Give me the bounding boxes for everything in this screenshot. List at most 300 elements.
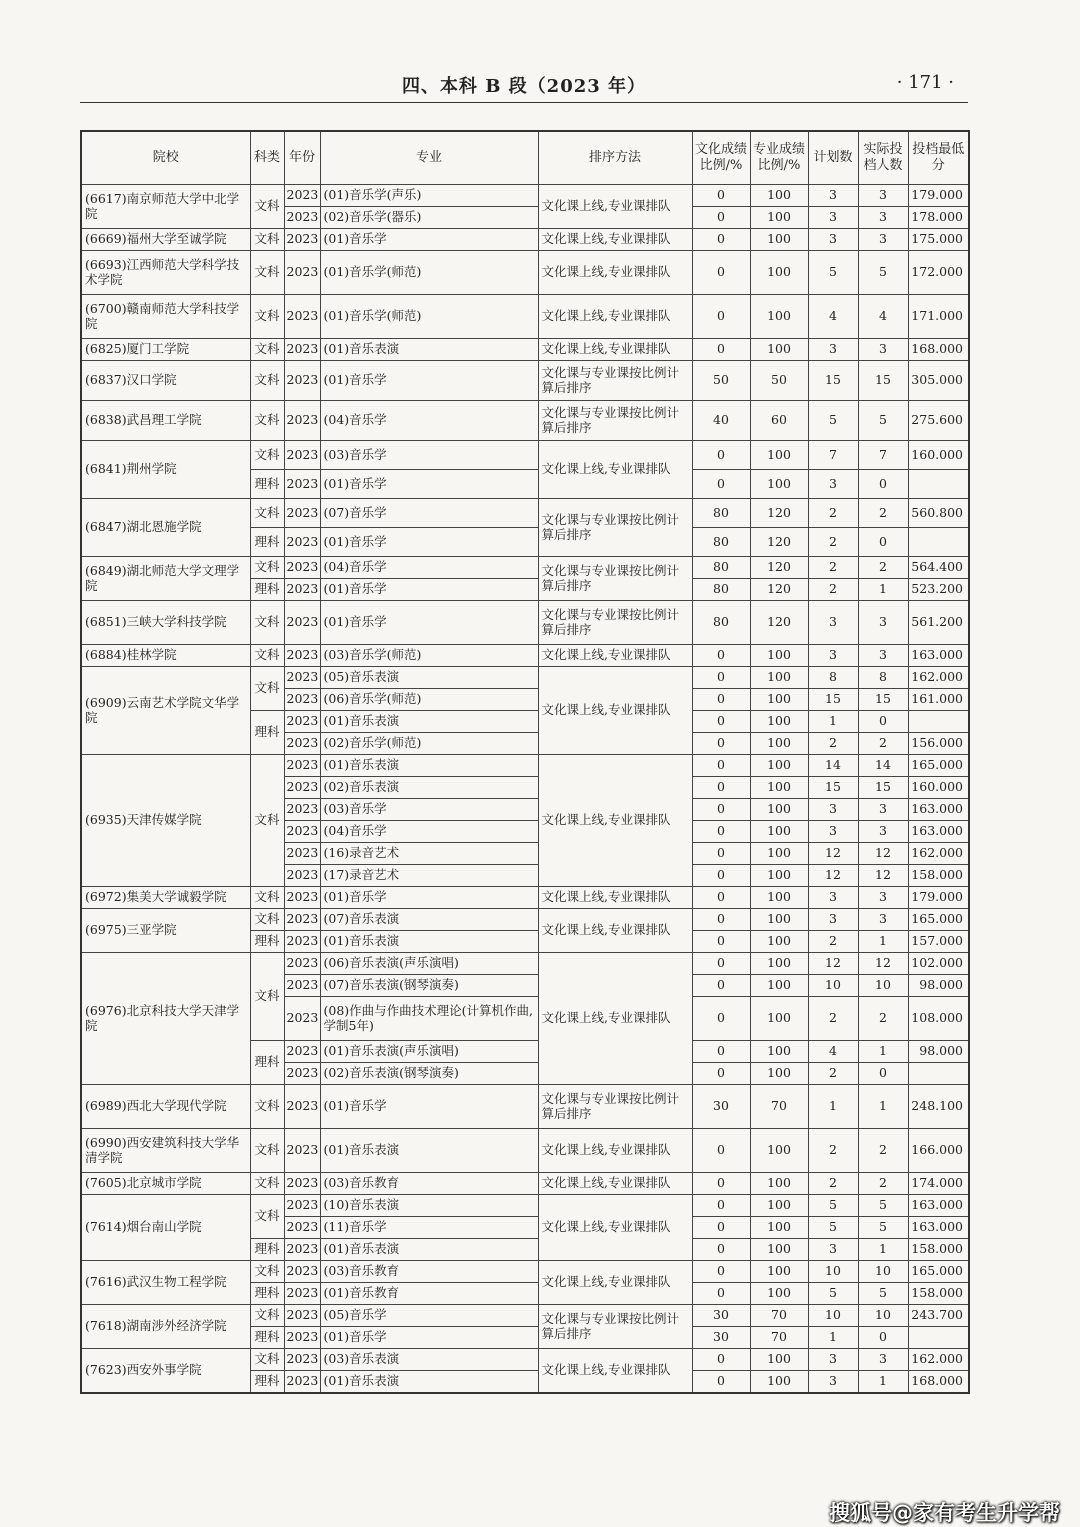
admission-table: [80, 130, 970, 1394]
year-cell: 2023: [284, 777, 320, 799]
subject-cell: 文科: [250, 361, 284, 401]
plan-count-cell: 3: [808, 229, 858, 251]
subject-cell: 理科: [250, 579, 284, 601]
professional-ratio-cell: 100: [750, 470, 808, 499]
major-cell: (01)音乐学(声乐): [320, 185, 538, 207]
actual-count-cell: 12: [858, 865, 908, 887]
major-cell: (02)音乐表演: [320, 777, 538, 799]
actual-count-cell: 12: [858, 843, 908, 865]
table-row: [81, 441, 969, 470]
actual-count-cell: 3: [858, 229, 908, 251]
culture-ratio-cell: 80: [692, 557, 750, 579]
method-cell: 文化课与专业课按比例计算后排序: [538, 557, 692, 601]
professional-ratio-cell: 100: [750, 975, 808, 997]
professional-ratio-cell: 100: [750, 1129, 808, 1173]
plan-count-cell: 3: [808, 821, 858, 843]
subject-cell: 文科: [250, 1173, 284, 1195]
year-cell: 2023: [284, 185, 320, 207]
plan-count-cell: 5: [808, 1283, 858, 1305]
year-cell: 2023: [284, 1371, 320, 1393]
school-cell: (7605)北京城市学院: [81, 1173, 250, 1195]
major-cell: (02)音乐学(器乐): [320, 207, 538, 229]
actual-count-cell: 3: [858, 799, 908, 821]
method-cell: 文化课与专业课按比例计算后排序: [538, 401, 692, 441]
actual-count-cell: 10: [858, 1305, 908, 1327]
major-cell: (04)音乐学: [320, 401, 538, 441]
major-cell: (07)音乐表演(钢琴演奏): [320, 975, 538, 997]
culture-ratio-cell: 80: [692, 579, 750, 601]
culture-ratio-cell: 0: [692, 1129, 750, 1173]
culture-ratio-cell: 0: [692, 1261, 750, 1283]
min-score-cell: 305.000: [908, 361, 969, 401]
subject-cell: 文科: [250, 557, 284, 579]
year-cell: 2023: [284, 733, 320, 755]
plan-count-cell: 3: [808, 1349, 858, 1371]
plan-count-cell: 1: [808, 1085, 858, 1129]
professional-ratio-cell: 100: [750, 865, 808, 887]
plan-count-cell: 3: [808, 909, 858, 931]
actual-count-cell: 3: [858, 185, 908, 207]
year-cell: 2023: [284, 1195, 320, 1217]
plan-count-cell: 2: [808, 931, 858, 953]
major-cell: (01)音乐表演: [320, 931, 538, 953]
culture-ratio-cell: 0: [692, 470, 750, 499]
year-cell: 2023: [284, 251, 320, 295]
culture-ratio-cell: 0: [692, 339, 750, 361]
plan-count-cell: 3: [808, 185, 858, 207]
culture-ratio-cell: 0: [692, 667, 750, 689]
plan-count-cell: 3: [808, 339, 858, 361]
subject-cell: 理科: [250, 711, 284, 755]
table-row: [81, 1195, 969, 1217]
professional-ratio-cell: 60: [750, 401, 808, 441]
subject-cell: 文科: [250, 1305, 284, 1327]
min-score-cell: 179.000: [908, 185, 969, 207]
major-cell: (01)音乐教育: [320, 1283, 538, 1305]
culture-ratio-cell: 0: [692, 909, 750, 931]
min-score-cell: 162.000: [908, 1349, 969, 1371]
culture-ratio-cell: 0: [692, 953, 750, 975]
actual-count-cell: 3: [858, 645, 908, 667]
major-cell: (05)音乐表演: [320, 667, 538, 689]
plan-count-cell: 10: [808, 1305, 858, 1327]
major-cell: (01)音乐表演: [320, 711, 538, 733]
professional-ratio-cell: 100: [750, 997, 808, 1041]
min-score-cell: [908, 711, 969, 733]
professional-ratio-cell: 100: [750, 843, 808, 865]
year-cell: 2023: [284, 295, 320, 339]
school-cell: (6825)厦门工学院: [81, 339, 250, 361]
table-row: [81, 1173, 969, 1195]
actual-count-cell: 2: [858, 499, 908, 528]
min-score-cell: 163.000: [908, 821, 969, 843]
year-cell: 2023: [284, 931, 320, 953]
professional-ratio-cell: 120: [750, 579, 808, 601]
culture-ratio-cell: 0: [692, 887, 750, 909]
plan-count-cell: 1: [808, 1327, 858, 1349]
professional-ratio-cell: 100: [750, 441, 808, 470]
year-cell: 2023: [284, 975, 320, 997]
subject-cell: 文科: [250, 755, 284, 887]
culture-ratio-cell: 0: [692, 1041, 750, 1063]
method-cell: 文化课上线,专业课排队: [538, 645, 692, 667]
subject-cell: 文科: [250, 1085, 284, 1129]
method-cell: 文化课上线,专业课排队: [538, 295, 692, 339]
min-score-cell: 158.000: [908, 1283, 969, 1305]
year-cell: 2023: [284, 1261, 320, 1283]
major-cell: (01)音乐学: [320, 528, 538, 557]
year-cell: 2023: [284, 865, 320, 887]
culture-ratio-cell: 0: [692, 441, 750, 470]
table-row: [81, 295, 969, 339]
subject-cell: 理科: [250, 1041, 284, 1085]
plan-count-cell: 15: [808, 777, 858, 799]
actual-count-cell: 0: [858, 1063, 908, 1085]
school-cell: (6617)南京师范大学中北学院: [81, 185, 250, 229]
year-cell: 2023: [284, 441, 320, 470]
major-cell: (01)音乐学: [320, 887, 538, 909]
min-score-cell: [908, 470, 969, 499]
actual-count-cell: 12: [858, 953, 908, 975]
plan-count-cell: 14: [808, 755, 858, 777]
professional-ratio-cell: 100: [750, 251, 808, 295]
actual-count-cell: 2: [858, 1129, 908, 1173]
subject-cell: 理科: [250, 1327, 284, 1349]
min-score-cell: 98.000: [908, 975, 969, 997]
actual-count-cell: 2: [858, 1173, 908, 1195]
table-row: [81, 887, 969, 909]
method-cell: 文化课上线,专业课排队: [538, 887, 692, 909]
plan-count-cell: 2: [808, 997, 858, 1041]
table-row: [81, 401, 969, 441]
culture-ratio-cell: 80: [692, 601, 750, 645]
actual-count-cell: 3: [858, 207, 908, 229]
actual-count-cell: 2: [858, 997, 908, 1041]
professional-ratio-cell: 50: [750, 361, 808, 401]
year-cell: 2023: [284, 1239, 320, 1261]
major-cell: (06)音乐表演(声乐演唱): [320, 953, 538, 975]
table-row: [81, 229, 969, 251]
min-score-cell: 98.000: [908, 1041, 969, 1063]
actual-count-cell: 1: [858, 1239, 908, 1261]
culture-ratio-cell: 30: [692, 1305, 750, 1327]
min-score-cell: 160.000: [908, 777, 969, 799]
subject-cell: 文科: [250, 229, 284, 251]
method-cell: 文化课上线,专业课排队: [538, 755, 692, 887]
culture-ratio-cell: 0: [692, 295, 750, 339]
school-cell: (6975)三亚学院: [81, 909, 250, 953]
actual-count-cell: 1: [858, 1371, 908, 1393]
major-cell: (03)音乐教育: [320, 1261, 538, 1283]
major-cell: (01)音乐学: [320, 361, 538, 401]
major-cell: (04)音乐学: [320, 557, 538, 579]
min-score-cell: 158.000: [908, 865, 969, 887]
year-cell: 2023: [284, 909, 320, 931]
plan-count-cell: 10: [808, 975, 858, 997]
culture-ratio-cell: 0: [692, 1173, 750, 1195]
school-cell: (7623)西安外事学院: [81, 1349, 250, 1393]
min-score-cell: 243.700: [908, 1305, 969, 1327]
table-row: [81, 645, 969, 667]
subject-cell: 文科: [250, 499, 284, 528]
table-row: [81, 909, 969, 931]
school-cell: (7616)武汉生物工程学院: [81, 1261, 250, 1305]
professional-ratio-cell: 100: [750, 1261, 808, 1283]
culture-ratio-cell: 0: [692, 689, 750, 711]
school-cell: (6700)赣南师范大学科技学院: [81, 295, 250, 339]
year-cell: 2023: [284, 1327, 320, 1349]
professional-ratio-cell: 120: [750, 601, 808, 645]
plan-count-cell: 3: [808, 799, 858, 821]
min-score-cell: 108.000: [908, 997, 969, 1041]
plan-count-cell: 2: [808, 1129, 858, 1173]
min-score-cell: 163.000: [908, 645, 969, 667]
major-cell: (03)音乐学(师范): [320, 645, 538, 667]
year-cell: 2023: [284, 1349, 320, 1371]
year-cell: 2023: [284, 339, 320, 361]
col-header-plan: 计划数: [808, 131, 858, 185]
school-cell: (7618)湖南涉外经济学院: [81, 1305, 250, 1349]
col-header-subject: 科类: [250, 131, 284, 185]
year-cell: 2023: [284, 1305, 320, 1327]
plan-count-cell: 5: [808, 251, 858, 295]
year-cell: 2023: [284, 528, 320, 557]
actual-count-cell: 5: [858, 401, 908, 441]
method-cell: 文化课上线,专业课排队: [538, 1129, 692, 1173]
page-title: 四、本科 B 段（2023 年）: [401, 76, 647, 97]
actual-count-cell: 3: [858, 339, 908, 361]
year-cell: 2023: [284, 997, 320, 1041]
school-cell: (6909)云南艺术学院文华学院: [81, 667, 250, 755]
major-cell: (02)音乐表演(钢琴演奏): [320, 1063, 538, 1085]
table-row: [81, 339, 969, 361]
col-header-method: 排序方法: [538, 131, 692, 185]
professional-ratio-cell: 100: [750, 1195, 808, 1217]
major-cell: (01)音乐学: [320, 470, 538, 499]
actual-count-cell: 0: [858, 470, 908, 499]
subject-cell: 文科: [250, 339, 284, 361]
culture-ratio-cell: 0: [692, 645, 750, 667]
table-row: [81, 185, 969, 207]
table-row: [81, 499, 969, 528]
min-score-cell: 179.000: [908, 887, 969, 909]
plan-count-cell: 3: [808, 470, 858, 499]
subject-cell: 理科: [250, 1239, 284, 1261]
subject-cell: 文科: [250, 1349, 284, 1371]
min-score-cell: 162.000: [908, 843, 969, 865]
school-cell: (6849)湖北师范大学文理学院: [81, 557, 250, 601]
culture-ratio-cell: 0: [692, 251, 750, 295]
year-cell: 2023: [284, 843, 320, 865]
actual-count-cell: 5: [858, 1283, 908, 1305]
min-score-cell: 162.000: [908, 667, 969, 689]
year-cell: 2023: [284, 207, 320, 229]
min-score-cell: 158.000: [908, 1239, 969, 1261]
year-cell: 2023: [284, 645, 320, 667]
min-score-cell: 248.100: [908, 1085, 969, 1129]
col-header-actual: 实际投档人数: [858, 131, 908, 185]
year-cell: 2023: [284, 361, 320, 401]
min-score-cell: [908, 1327, 969, 1349]
professional-ratio-cell: 100: [750, 931, 808, 953]
culture-ratio-cell: 0: [692, 1239, 750, 1261]
actual-count-cell: 3: [858, 909, 908, 931]
culture-ratio-cell: 0: [692, 843, 750, 865]
plan-count-cell: 4: [808, 295, 858, 339]
actual-count-cell: 3: [858, 601, 908, 645]
table-row: [81, 953, 969, 975]
min-score-cell: 163.000: [908, 799, 969, 821]
actual-count-cell: 3: [858, 1349, 908, 1371]
actual-count-cell: 2: [858, 557, 908, 579]
professional-ratio-cell: 100: [750, 689, 808, 711]
method-cell: 文化课上线,专业课排队: [538, 339, 692, 361]
min-score-cell: 165.000: [908, 755, 969, 777]
school-cell: (6838)武昌理工学院: [81, 401, 250, 441]
subject-cell: 文科: [250, 645, 284, 667]
plan-count-cell: 5: [808, 401, 858, 441]
min-score-cell: 275.600: [908, 401, 969, 441]
actual-count-cell: 8: [858, 667, 908, 689]
method-cell: 文化课上线,专业课排队: [538, 1195, 692, 1261]
professional-ratio-cell: 100: [750, 1217, 808, 1239]
professional-ratio-cell: 100: [750, 1349, 808, 1371]
col-header-min-score: 投档最低分: [908, 131, 969, 185]
col-header-professional-ratio: 专业成绩比例/%: [750, 131, 808, 185]
school-cell: (6669)福州大学至诚学院: [81, 229, 250, 251]
major-cell: (10)音乐表演: [320, 1195, 538, 1217]
year-cell: 2023: [284, 887, 320, 909]
table-row: [81, 557, 969, 579]
professional-ratio-cell: 100: [750, 755, 808, 777]
plan-count-cell: 15: [808, 361, 858, 401]
min-score-cell: 156.000: [908, 733, 969, 755]
subject-cell: 理科: [250, 1371, 284, 1393]
method-cell: 文化课上线,专业课排队: [538, 953, 692, 1085]
min-score-cell: 172.000: [908, 251, 969, 295]
culture-ratio-cell: 0: [692, 1063, 750, 1085]
professional-ratio-cell: 100: [750, 295, 808, 339]
year-cell: 2023: [284, 1173, 320, 1195]
professional-ratio-cell: 70: [750, 1305, 808, 1327]
actual-count-cell: 5: [858, 1217, 908, 1239]
actual-count-cell: 2: [858, 733, 908, 755]
subject-cell: 理科: [250, 528, 284, 557]
plan-count-cell: 3: [808, 887, 858, 909]
table-row: [81, 667, 969, 689]
year-cell: 2023: [284, 579, 320, 601]
major-cell: (05)音乐学: [320, 1305, 538, 1327]
actual-count-cell: 15: [858, 777, 908, 799]
year-cell: 2023: [284, 470, 320, 499]
professional-ratio-cell: 100: [750, 185, 808, 207]
professional-ratio-cell: 120: [750, 557, 808, 579]
admission-table-wrapper: [80, 130, 968, 1394]
culture-ratio-cell: 0: [692, 229, 750, 251]
school-cell: (7614)烟台南山学院: [81, 1195, 250, 1261]
culture-ratio-cell: 40: [692, 401, 750, 441]
professional-ratio-cell: 100: [750, 953, 808, 975]
min-score-cell: 171.000: [908, 295, 969, 339]
major-cell: (01)音乐学: [320, 229, 538, 251]
plan-count-cell: 2: [808, 733, 858, 755]
culture-ratio-cell: 80: [692, 499, 750, 528]
actual-count-cell: 15: [858, 361, 908, 401]
page-number: · 171 ·: [896, 72, 954, 93]
min-score-cell: 163.000: [908, 1195, 969, 1217]
subject-cell: 理科: [250, 1283, 284, 1305]
major-cell: (02)音乐学(师范): [320, 733, 538, 755]
year-cell: 2023: [284, 401, 320, 441]
major-cell: (01)音乐表演: [320, 339, 538, 361]
plan-count-cell: 3: [808, 207, 858, 229]
school-cell: (6841)荆州学院: [81, 441, 250, 499]
plan-count-cell: 5: [808, 1217, 858, 1239]
professional-ratio-cell: 100: [750, 711, 808, 733]
year-cell: 2023: [284, 689, 320, 711]
professional-ratio-cell: 100: [750, 777, 808, 799]
professional-ratio-cell: 100: [750, 229, 808, 251]
year-cell: 2023: [284, 557, 320, 579]
professional-ratio-cell: 100: [750, 207, 808, 229]
actual-count-cell: 5: [858, 1195, 908, 1217]
table-row: [81, 755, 969, 777]
plan-count-cell: 3: [808, 1371, 858, 1393]
actual-count-cell: 0: [858, 1327, 908, 1349]
year-cell: 2023: [284, 1063, 320, 1085]
min-score-cell: [908, 528, 969, 557]
min-score-cell: 168.000: [908, 339, 969, 361]
professional-ratio-cell: 70: [750, 1327, 808, 1349]
school-cell: (6693)江西师范大学科学技术学院: [81, 251, 250, 295]
culture-ratio-cell: 0: [692, 1349, 750, 1371]
source-watermark: 搜狐号@家有考生升学帮: [829, 1501, 1060, 1525]
major-cell: (01)音乐学: [320, 1327, 538, 1349]
professional-ratio-cell: 100: [750, 1173, 808, 1195]
professional-ratio-cell: 120: [750, 499, 808, 528]
culture-ratio-cell: 0: [692, 1217, 750, 1239]
plan-count-cell: 3: [808, 601, 858, 645]
professional-ratio-cell: 100: [750, 339, 808, 361]
method-cell: 文化课上线,专业课排队: [538, 1349, 692, 1393]
major-cell: (03)音乐学: [320, 441, 538, 470]
method-cell: 文化课上线,专业课排队: [538, 229, 692, 251]
year-cell: 2023: [284, 499, 320, 528]
col-header-school: 院校: [81, 131, 250, 185]
subject-cell: 文科: [250, 441, 284, 470]
major-cell: (01)音乐表演: [320, 755, 538, 777]
professional-ratio-cell: 120: [750, 528, 808, 557]
school-cell: (6884)桂林学院: [81, 645, 250, 667]
culture-ratio-cell: 0: [692, 975, 750, 997]
subject-cell: 文科: [250, 953, 284, 1041]
culture-ratio-cell: 30: [692, 1085, 750, 1129]
school-cell: (6847)湖北恩施学院: [81, 499, 250, 557]
plan-count-cell: 12: [808, 843, 858, 865]
major-cell: (03)音乐表演: [320, 1349, 538, 1371]
plan-count-cell: 3: [808, 1239, 858, 1261]
plan-count-cell: 4: [808, 1041, 858, 1063]
year-cell: 2023: [284, 755, 320, 777]
major-cell: (06)音乐学(师范): [320, 689, 538, 711]
min-score-cell: 560.800: [908, 499, 969, 528]
method-cell: 文化课上线,专业课排队: [538, 909, 692, 953]
professional-ratio-cell: 100: [750, 733, 808, 755]
major-cell: (17)录音艺术: [320, 865, 538, 887]
plan-count-cell: 5: [808, 1195, 858, 1217]
table-row: [81, 1085, 969, 1129]
culture-ratio-cell: 0: [692, 777, 750, 799]
